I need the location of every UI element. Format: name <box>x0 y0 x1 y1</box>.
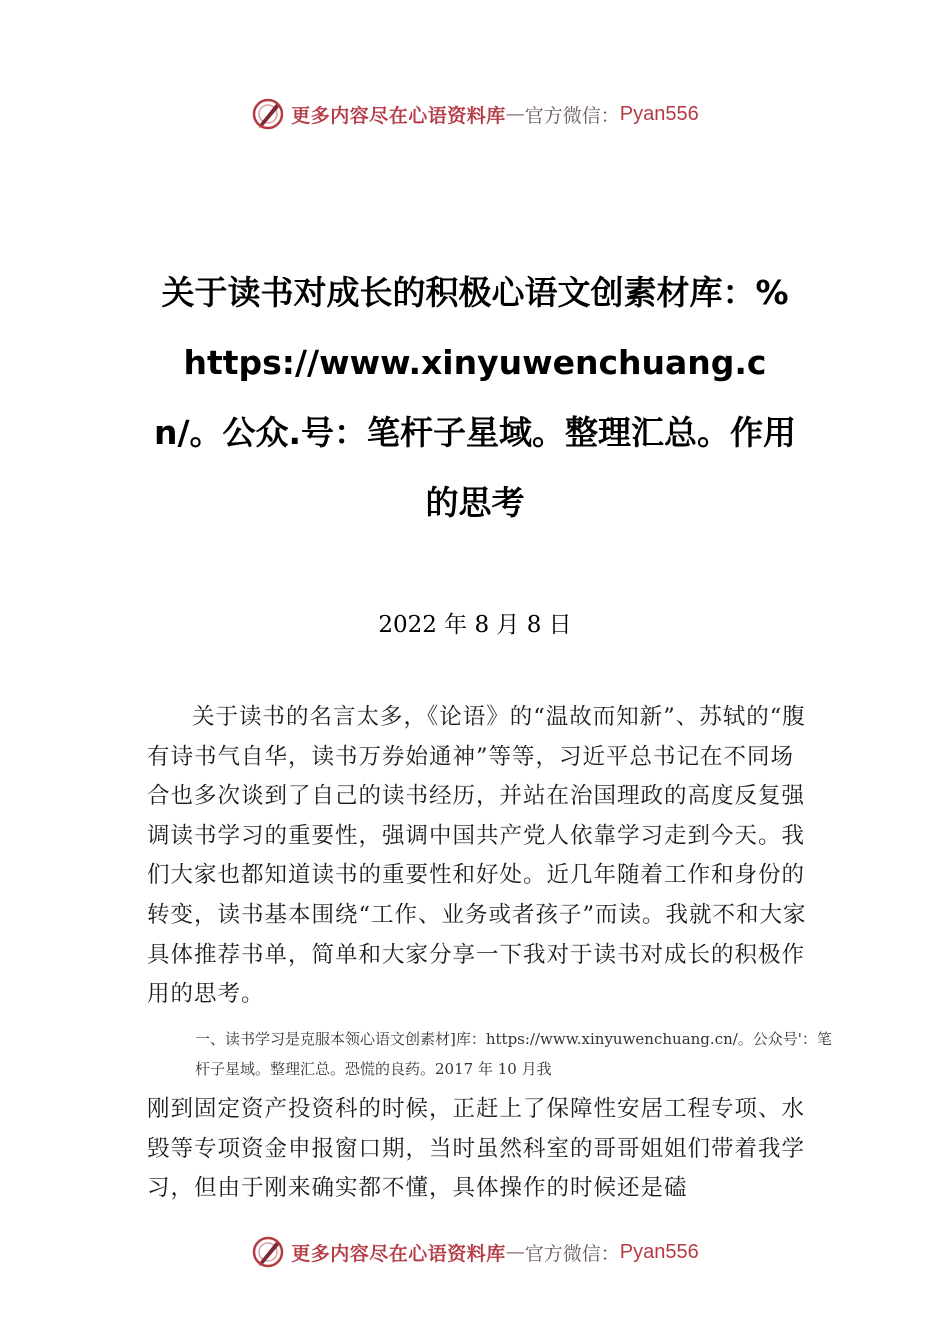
section-heading-note: 一、读书学习是克服本领心语文创素材]库：https://www.xinyuwenchuang.cn/。公众号'：笔杆子星域。整理汇总。恐慌的良药。2017 年 10 月我 <box>195 1030 832 1078</box>
pen-logo-icon <box>251 97 285 131</box>
banner-separator: — <box>505 1241 525 1263</box>
wechat-label: 官方微信： <box>524 1242 620 1265</box>
pen-logo-icon <box>251 1235 285 1269</box>
document-date: 2022 年 8 月 8 日 <box>378 612 572 638</box>
header-banner <box>0 94 950 134</box>
wechat-label: 官方微信： <box>524 104 620 127</box>
paragraph-intro: 关于读书的名言太多，《论语》的“温故而知新”、苏轼的“腹有诗书气自华，读书万券始通神”等等，习近平总书记在不同场合也多次谈到了自己的读书经历，并站在治国理政的高度反复强调读书学习的重要性，强调中国共产党人依靠学习走到今天。我们大家也都知道读书的重要性和好处。近几年随着工作和身份的转变，读书基本围绕“工作、业务或者孩子”而读。我就不和大家具体推荐书单，简单和大家分享一下我对于读书对成长的积极作用的思考。 <box>147 704 807 1008</box>
banner-separator: — <box>505 103 525 125</box>
footer-banner <box>0 1232 950 1272</box>
banner-text: 更多内容尽在心语资料库 <box>291 1242 506 1265</box>
paragraph-body: 刚到固定资产投资科的时候，正赶上了保障性安居工程专项、水毁等专项资金申报窗口期，当时虽然科室的哥哥姐姐们带着我学习，但由于刚来确实都不懂，具体操作的时候还是磕 <box>147 1096 806 1202</box>
wechat-id: Pyan556 <box>619 102 699 125</box>
wechat-id: Pyan556 <box>619 1240 699 1263</box>
banner-text: 更多内容尽在心语资料库 <box>291 104 506 127</box>
document-title: 关于读书对成长的积极心语文创素材库：%https://www.xinyuwenchuang.cn/。公众.号：笔杆子星域。整理汇总。作用的思考 <box>153 273 797 522</box>
